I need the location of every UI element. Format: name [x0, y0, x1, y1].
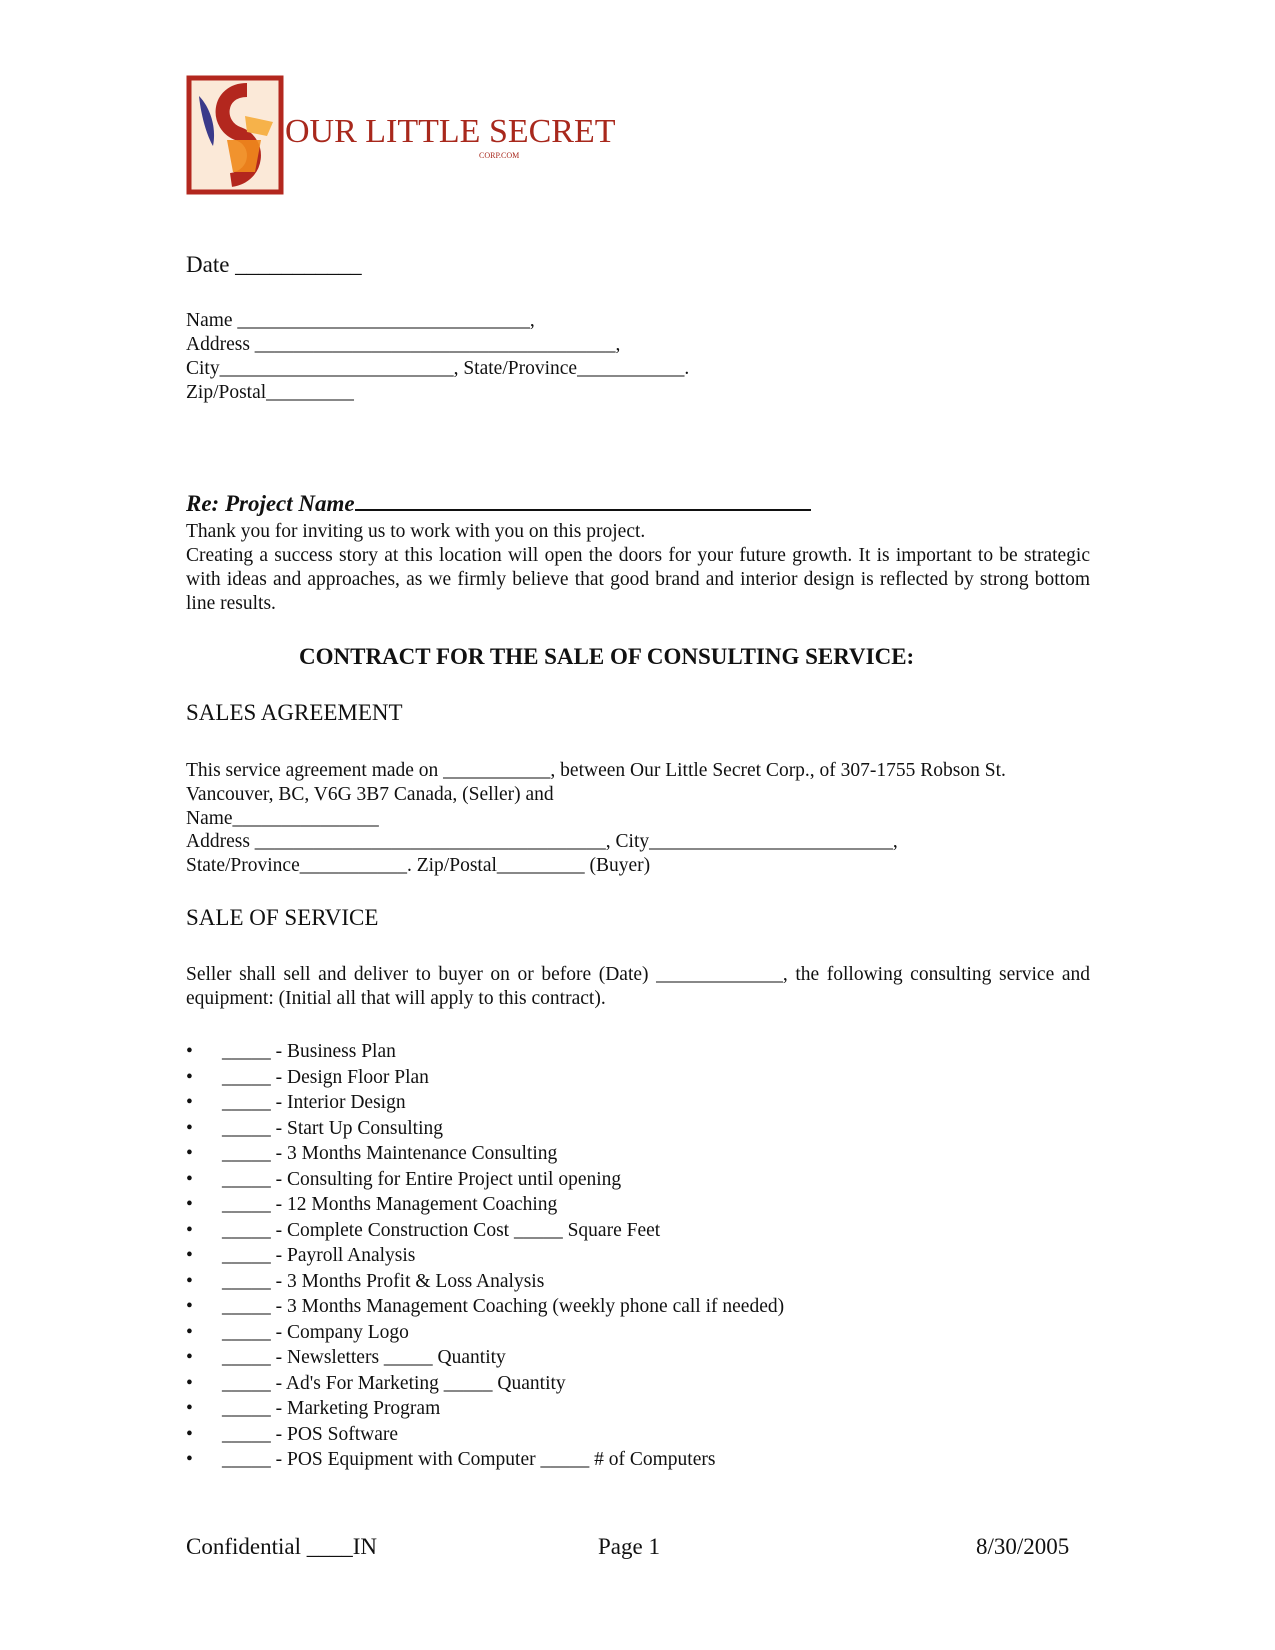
checklist-item: [186, 1270, 986, 1296]
bullet-icon: •: [186, 1219, 193, 1241]
name-field: Name ______________________________,: [186, 310, 535, 331]
checklist-item-label: _____ - POS Software: [222, 1423, 399, 1445]
footer-date: 8/30/2005: [976, 1534, 1070, 1559]
agreement-buyer-state: State/Province___________. Zip/Postal_________ (Buyer): [186, 855, 651, 876]
checklist-item-label: _____ - Interior Design: [222, 1092, 406, 1113]
checklist-item-label: _____ - Design Floor Plan: [222, 1066, 429, 1088]
company-logo: [187, 76, 616, 198]
checklist-item-label: _____ - Ad's For Marketing _____ Quantity: [222, 1372, 566, 1394]
checklist-item: [186, 1168, 986, 1194]
bullet-icon: •: [186, 1449, 193, 1470]
checklist-item-label: _____ - Payroll Analysis: [222, 1245, 416, 1266]
bullet-icon: •: [186, 1296, 193, 1317]
bullet-icon: •: [186, 1066, 193, 1088]
footer-page-number: Page 1: [598, 1534, 660, 1559]
bullet-icon: •: [186, 1398, 193, 1419]
bullet-icon: •: [186, 1270, 193, 1292]
checklist-item: [186, 1244, 986, 1270]
date-field: Date ___________: [186, 252, 362, 277]
logo-mark: [187, 76, 616, 198]
checklist-item-label: _____ - 3 Months Profit & Loss Analysis: [222, 1270, 545, 1292]
checklist-item: [186, 1142, 986, 1168]
intro-paragraph: Creating a success story at this location will open the doors for your future growth. It is important to be strategic with ideas and approaches, as we firmly believe that good brand and interior design is reflected by strong bottom line results.: [186, 545, 1090, 614]
bullet-icon: •: [186, 1092, 193, 1113]
checklist-item-label: _____ - Newsletters _____ Quantity: [222, 1347, 506, 1368]
checklist-item-label: _____ - Complete Construction Cost _____ Square Feet: [222, 1219, 661, 1241]
checklist-item: [186, 1448, 986, 1474]
footer-confidential: Confidential ____IN: [186, 1534, 377, 1559]
sales-agreement-heading: SALES AGREEMENT: [186, 700, 403, 725]
checklist-item-label: _____ - Company Logo: [222, 1321, 409, 1343]
checklist-item: [186, 1397, 986, 1423]
bullet-icon: •: [186, 1194, 193, 1215]
checklist-item: [186, 1372, 986, 1398]
checklist-item-label: _____ - Start Up Consulting: [222, 1117, 444, 1139]
intro-thanks: Thank you for inviting us to work with you on this project.: [186, 521, 646, 542]
checklist-item: [186, 1193, 986, 1219]
agreement-line-1: This service agreement made on ___________, between Our Little Secret Corp., of 307-1755 Robson St.: [186, 760, 1006, 781]
bullet-icon: •: [186, 1245, 193, 1266]
agreement-buyer-name: Name_______________: [186, 808, 379, 829]
checklist-item: [186, 1117, 986, 1143]
bullet-icon: •: [186, 1143, 193, 1164]
project-name-blank: [355, 491, 811, 511]
bullet-icon: •: [186, 1041, 193, 1062]
city-state-field: City________________________, State/Province___________.: [186, 358, 690, 379]
re-label: Re: Project Name: [186, 491, 355, 516]
bullet-icon: •: [186, 1423, 193, 1445]
checklist-item: [186, 1219, 986, 1245]
checklist-item-label: _____ - 3 Months Management Coaching (weekly phone call if needed): [222, 1296, 785, 1317]
checklist-item: [186, 1346, 986, 1372]
sale-of-service-heading: SALE OF SERVICE: [186, 905, 379, 930]
checklist-item: [186, 1040, 986, 1066]
checklist-item-label: _____ - Business Plan: [222, 1041, 396, 1062]
address-field: Address _____________________________________,: [186, 334, 621, 355]
checklist-item-label: _____ - 12 Months Management Coaching: [222, 1194, 558, 1215]
zip-field: Zip/Postal_________: [186, 382, 354, 403]
checklist-item: [186, 1066, 986, 1092]
bullet-icon: •: [186, 1117, 193, 1139]
checklist-item: [186, 1321, 986, 1347]
checklist-item-label: _____ - 3 Months Maintenance Consulting: [222, 1143, 558, 1164]
bullet-icon: •: [186, 1168, 193, 1190]
checklist-item-label: _____ - Marketing Program: [222, 1398, 441, 1419]
agreement-buyer-address: Address ____________________________________, City_________________________,: [186, 831, 898, 852]
logo-subtext: CORP.COM: [479, 151, 520, 160]
bullet-icon: •: [186, 1321, 193, 1343]
checklist-item: [186, 1423, 986, 1449]
logo-wordmark: OUR LITTLE SECRET: [285, 113, 616, 150]
checklist-item: [186, 1091, 986, 1117]
agreement-line-2: Vancouver, BC, V6G 3B7 Canada, (Seller) and: [186, 784, 554, 805]
bullet-icon: •: [186, 1347, 193, 1368]
re-project-name: [186, 491, 811, 517]
service-checklist: [186, 1040, 986, 1474]
checklist-item: [186, 1295, 986, 1321]
contract-title: CONTRACT FOR THE SALE OF CONSULTING SERVICE:: [299, 644, 915, 669]
sale-of-service-paragraph: Seller shall sell and deliver to buyer on or before (Date) _____________, the following consulting service and equipment: (Initial all that will apply to this contract).: [186, 964, 1090, 1009]
checklist-item-label: _____ - POS Equipment with Computer _____ # of Computers: [222, 1449, 716, 1470]
checklist-item-label: _____ - Consulting for Entire Project until opening: [222, 1168, 622, 1190]
bullet-icon: •: [186, 1372, 193, 1394]
